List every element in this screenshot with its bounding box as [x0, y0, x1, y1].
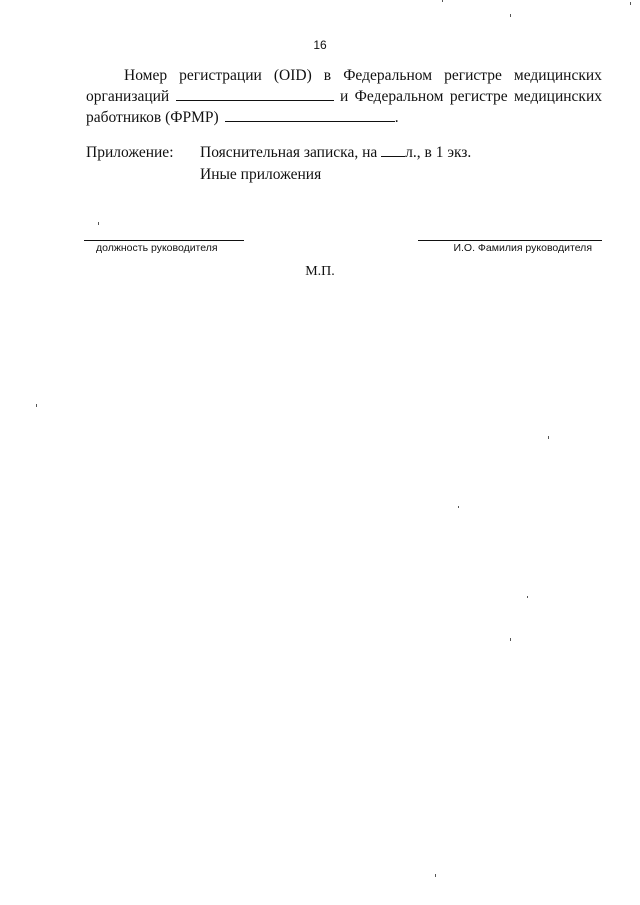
word: регистрации: [179, 67, 262, 84]
word: Номер: [124, 67, 168, 84]
scan-speck: [630, 2, 631, 5]
appendix-item-1-suffix: л., в 1 экз.: [405, 144, 472, 161]
scan-speck: [458, 506, 459, 508]
appendix-spacer: [86, 164, 200, 186]
appendix-row-1: [86, 142, 606, 164]
scan-speck: [442, 0, 443, 2]
appendix-row-2: [86, 164, 606, 186]
appendix-label: Приложение:: [86, 144, 174, 161]
signature-right-caption: И.О. Фамилия руководителя: [418, 240, 602, 254]
frmr-blank-field[interactable]: [225, 107, 395, 122]
period: .: [394, 109, 399, 126]
word: медицинских: [513, 88, 602, 105]
appendix-item-1: [200, 142, 471, 164]
appendix-section: [86, 142, 606, 186]
oid-blank-field[interactable]: [176, 86, 334, 101]
stamp-placeholder: М.П.: [305, 264, 335, 279]
scan-speck: [435, 874, 436, 877]
pages-blank-field[interactable]: [381, 142, 405, 157]
registration-line-3: [86, 107, 602, 128]
registration-paragraph: [86, 65, 602, 128]
word: медицинских: [513, 67, 602, 84]
word: в: [323, 67, 332, 84]
registration-line-2: [86, 86, 602, 107]
word: регистре: [449, 88, 508, 105]
registration-line-1: [86, 65, 602, 86]
scan-speck: [98, 222, 99, 225]
scan-speck: [510, 638, 511, 641]
signature-left-caption: должность руководителя: [84, 240, 244, 254]
scan-speck: [510, 14, 511, 17]
word: (OID): [273, 67, 312, 84]
word: Федеральном: [343, 67, 433, 84]
scan-speck: [548, 436, 549, 439]
scan-speck: [36, 404, 37, 407]
word: и: [339, 88, 349, 105]
word: регистре: [444, 67, 502, 84]
word: организаций: [86, 88, 170, 105]
scan-speck: [527, 596, 528, 598]
appendix-item-2: Иные приложения: [200, 166, 322, 183]
appendix-item-1-text: Пояснительная записка, на: [200, 144, 382, 161]
page-number: 16: [313, 38, 327, 52]
word: работников (ФРМР): [86, 109, 219, 126]
word: Федеральном: [354, 88, 444, 105]
